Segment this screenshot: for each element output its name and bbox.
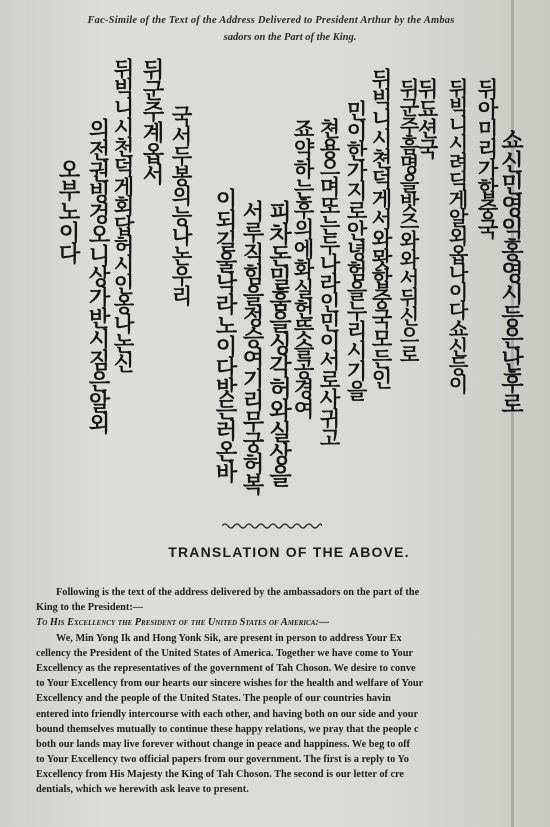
translation-line: Excellency as the representatives of the government of Tah Choson. We desire to conve <box>36 662 416 674</box>
translation-line: Excellency and the people of the United States. The people of our countries havin <box>36 693 391 705</box>
translation-line: entered into friendly intercourse with each other, and having both on our side and your <box>36 708 419 720</box>
korean-column: 쳔용으며또는두나라인민이서로사귀고 <box>317 118 341 447</box>
korean-column: 피차돈밀훔을싱각허와실상을 <box>265 200 291 486</box>
translation-line: cellency the President of the United States of America. Together we have come to Your <box>36 647 414 659</box>
translation-line: Following is the text of the address delivered by the ambassadors on the part of the <box>56 587 420 598</box>
header-line-2: sadors on the Part of the King. <box>223 32 357 43</box>
header-line-1: Fac-Simile of the Text of the Address Delivered to President Arthur by the Ambas <box>87 15 455 26</box>
translation-salutation: To His Excellency the President of the United States of America:— <box>36 617 330 629</box>
translation-line: both our lands may live forever without change in peace and happiness. We beg to off <box>36 738 410 750</box>
korean-column: 국서두봉의능나논우리 <box>169 105 193 305</box>
facsimile-header <box>0 12 550 46</box>
translation-line: dentials, which we herewith ask leave to present. <box>36 784 249 796</box>
translation-line: to Your Excellency two official papers from our government. The first is a reply to Yo <box>36 754 409 766</box>
korean-column: 서루직힘을정승여기리무궁허복 <box>239 200 264 494</box>
korean-column: 뒤됴션국 <box>415 78 439 158</box>
korean-column: 뒤군주계옵서 <box>139 58 164 184</box>
translation-line: We, Min Yong Ik and Hong Yonk Sik, are present in person to address Your Ex <box>56 632 402 644</box>
korean-column: 오부노이다 <box>55 158 80 263</box>
translation-line: Excellency from His Majesty the King of Tah Choson. The second is our letter of cre <box>36 769 405 781</box>
translation-body <box>36 585 550 798</box>
korean-column: 쇼신민영익홍영시등은난후로 <box>497 128 523 414</box>
korean-column: 의전권빙겅오니상가반시짐은알외 <box>85 118 110 433</box>
translation-line: to Your Excellency from our hearts our sincere wishes for the health and welfare of Your <box>36 678 424 690</box>
korean-column: 뒤빅니시쳔덕게서와뫗합중국모든인 <box>369 68 393 388</box>
translation-title: TRANSLATION OF THE ABOVE. <box>168 544 410 560</box>
korean-column: 뒤아미리가합중국 <box>475 78 499 238</box>
korean-column: 민이한가지로안녕험을누리시기을 <box>344 100 368 400</box>
korean-column: 죠약하는후의에화실헌뜻슬공경여 <box>291 118 315 418</box>
translation-line: King to the President:— <box>36 602 144 614</box>
wavy-divider <box>222 522 322 530</box>
korean-column: 뒤빅니시려딕게알외옵나이다쇼신등이 <box>445 78 469 393</box>
translation-line: bound themselves mutually to continue these happy relations, we pray that the people c <box>36 723 419 735</box>
korean-column: 뒤군주흠명을밧즈와와서뒤신으로 <box>396 78 420 363</box>
korean-column: 이되길울낙라노이다밧든러온바 <box>212 188 237 482</box>
korean-column: 뒤빅니시천덕게회답허시인옹나논신 <box>111 58 135 372</box>
